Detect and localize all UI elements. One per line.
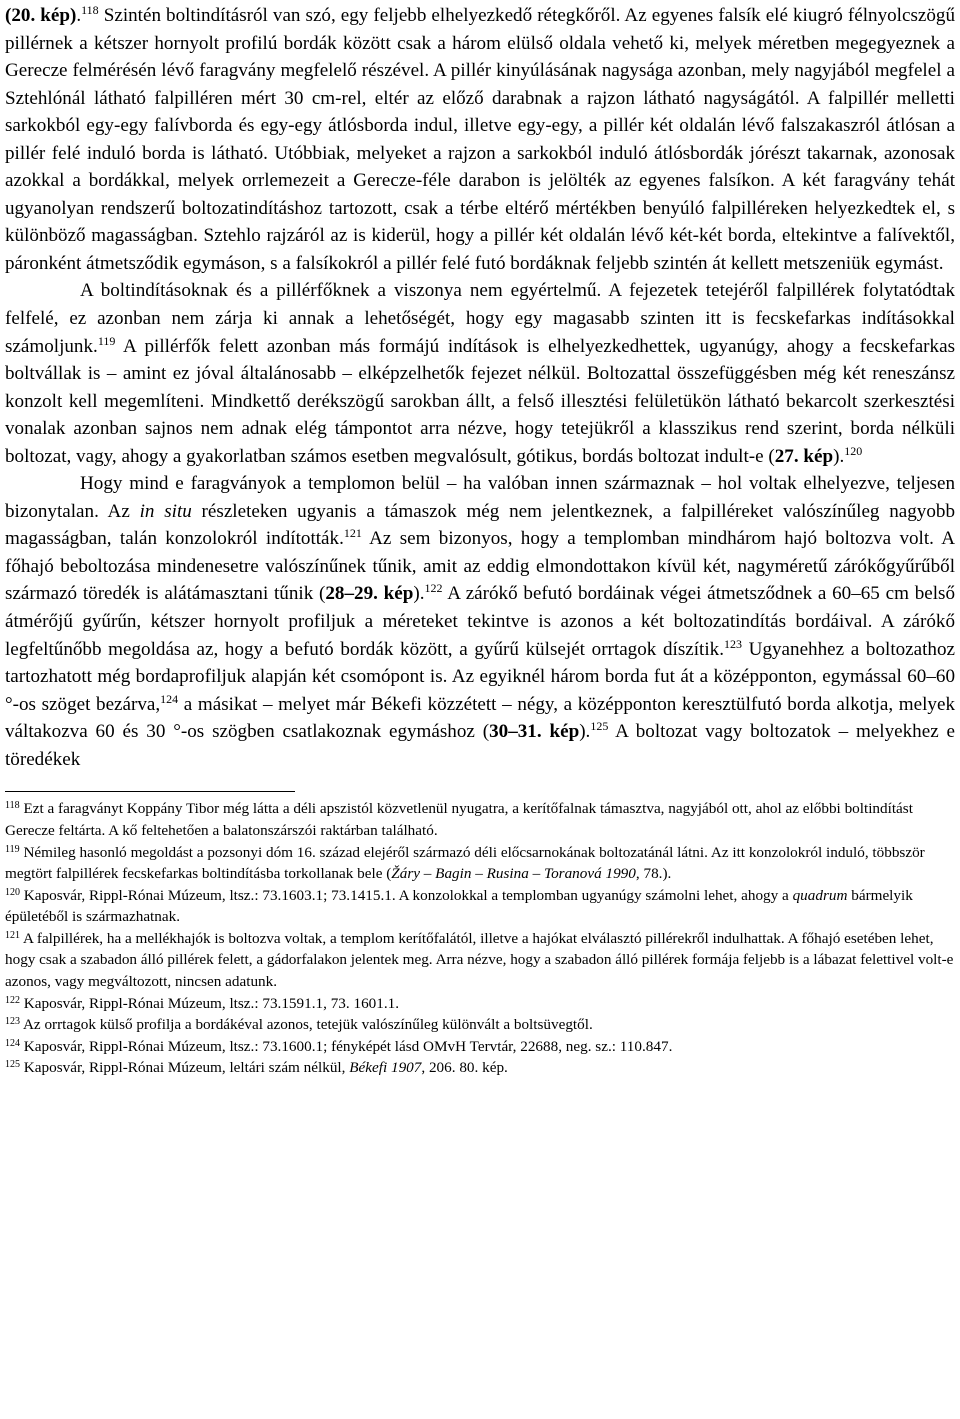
figure-ref: (20. kép) xyxy=(5,5,77,26)
footnote xyxy=(5,1057,955,1079)
footnote-ref: 120 xyxy=(844,443,863,458)
footnotes xyxy=(5,798,955,1079)
figure-ref: 27. kép xyxy=(774,445,834,467)
paragraph xyxy=(5,277,955,470)
footnote-ref: 122 xyxy=(424,581,443,596)
text-run: Kaposvár, Rippl-Rónai Múzeum, ltsz.: 73.1600.1; fényképét lásd OMvH Tervtár, 22688, neg. sz.: 110.847. xyxy=(20,1037,673,1055)
text-run: Hogy mind e faragványok a templomon belül – ha valóban innen származnak – hol voltak elhelyezve, teljesen bizonytalan. Az xyxy=(5,473,955,522)
footnote-ref: 121 xyxy=(343,526,362,541)
figure-ref: 30–31. kép xyxy=(489,721,580,743)
text-run: Kaposvár, Rippl-Rónai Múzeum, ltsz.: 73.1603.1; 73.1415.1. A konzolokkal a templomban ugyanúgy számolni lehet, ahogy a xyxy=(20,886,793,904)
footnote xyxy=(5,1014,955,1036)
text-run: Némileg hasonló megoldást a pozsonyi dóm 16. század elejéről származó déli előcsarnokának boltozatánál látni. Az itt konzolokról induló, többször megtört falpillérek fecskefarkas boltindításba torkollanak bele ( xyxy=(5,843,925,883)
footnote xyxy=(5,928,955,993)
text-run: Szintén boltindításról van szó, egy feljebb elhelyezkedő rétegkőről. Az egyenes falsík elé kiugró félnyolcszögű pillérnek a kétszer hornyolt profilú bordák között csak a három elülső oldala vehető ki, melyek méretben megegyeznek a Gerecze felmérésén lévő faragvány megfelelő részével. A pillér kinyúlásának nagysága azonban, mely nagyjából megfelel a Sztehlónál látható falpilléren mért 30 cm-rel, eltér az előző darabnak a rajzon látható nagyságától. A falpillér melletti sarkokból egy-egy falívborda és egy-egy átlósborda indul, illetve egy-egy, a pillér két oldalán lévő falszakaszról átlósan a pillér felé induló borda is látható. Utóbbiak, melyeket a rajzon a sarkokból induló átlósbordák jórészt takarnak, azonosak azokkal a bordákkal, melyek orrlemezeit a Gerecze-féle darabon is jelölték az egyenes falsíkon. A két faragvány tehát ugyanolyan rendszerű boltozatindításhoz tartozott, csak a térbe eltérő mértékben benyúló falpilléreken helyezkedtek el, s különböző magasságban. Sztehlo rajzáról az is kiderül, hogy a pillér két oldalán lévő két-két borda, eltekintve a falívektől, páronként átmetsződik egymáson, s a falsíkokról a pillér felé futó bordáknak feljebb szintén át kellett metszeniük egymást. xyxy=(5,5,955,274)
footnote xyxy=(5,1036,955,1058)
text-run: A falpillérek, ha a mellékhajók is boltozva voltak, a templom kerítőfalától, illetve a hajókat elválasztó pillérekről indulhattak. A főhajó esetében lehet, hogy csak a szabadon álló pillérek felett, a gádorfalakon jelentek meg. Arra nézve, hogy a szabadon álló pillérek formája feljebb is a lábazat felettivel volt-e azonos, vagy megváltozott, nincsen adatunk. xyxy=(5,929,954,991)
figure-ref: 28–29. kép xyxy=(325,583,414,605)
text-run: A pillérfők felett azonban más formájú indítások is elhelyezkedhettek, ugyanúgy, ahogy a fecskefarkas boltvállak is – amint ez jóval általánosabb – elképzelhetők fejezet nélkül. Boltozattal összefüggésben még két reneszánsz konzolt kell megemlíteni. Mindkettő derékszögű sarokban állt, a felső illesztési felületükön látható bekarcolt szerkesztési vonalak azonban sajnos nem adnak elég támpontot arra nézve, hogy tetejükről a klasszikus rend szerint, borda nélküli boltozat, vagy, ahogy a gyakorlatban számos esetben megvalósult, gótikus, bordás boltozat indult-e ( xyxy=(5,335,955,467)
footnote xyxy=(5,798,955,841)
italic-text: Békefi 1907 xyxy=(349,1059,422,1077)
footnote-ref: 122 xyxy=(5,994,20,1006)
text-run: Ezt a faragványt Koppány Tibor még látta a déli apszistól közvetlenül nyugatra, a kerítőfalnak támasztva, nagyjából ott, ahol az előbbi boltindítást Gerecze feltárta. A kő feltehetően a balatonszárszói raktárban található. xyxy=(5,800,913,839)
italic-text: Žáry – Bagin – Rusina – Toranová 1990 xyxy=(391,865,636,883)
footnote-ref: 118 xyxy=(5,800,20,812)
text-run: Ugyanehhez a boltozathoz tartozhatott még bordaprofiljuk alapján két csomópont is. Az egyiknél három borda fut át a középponton, egymással 60–60 °-os szöget bezárva, xyxy=(5,638,955,715)
italic-text: in situ xyxy=(139,500,192,522)
footnote xyxy=(5,842,955,885)
text-run: bármelyik épületéből is származhatnak. xyxy=(5,886,913,926)
text-run: ). xyxy=(413,583,425,605)
footnote xyxy=(5,885,955,928)
text-run: , 78.). xyxy=(635,865,672,883)
footnote-ref: 123 xyxy=(5,1016,20,1028)
footnote-ref: 125 xyxy=(590,719,609,734)
text-run: A boltozat vagy boltozatok – melyekhez e töredékek xyxy=(5,721,956,770)
text-run: A boltindításoknak és a pillérfőknek a viszonya nem egyértelmű. A fejezetek tetejéről falpillérek folytatódtak felfelé, ez azonban nem zárja ki annak a lehetőségét, hogy egy magasabb szinten itt is fecskefarkas indításokkal számoljunk. xyxy=(5,280,955,357)
italic-text: quadrum xyxy=(792,886,848,904)
footnote-ref: 125 xyxy=(5,1059,20,1071)
text-run: Az sem bizonyos, hogy a templomban mindhárom hajó boltozva volt. A főhajó beboltozása mindenesetre valószínűnek tűnik, amit az eddig elmondottakon kívül két, nagyméretű zárókőgyűrűből származó töredék is alátámasztani tűnik ( xyxy=(5,528,955,605)
text-run: Kaposvár, Rippl-Rónai Múzeum, leltári szám nélkül, xyxy=(20,1059,350,1077)
footnote-ref: 121 xyxy=(5,929,20,941)
footnote xyxy=(5,993,955,1015)
text-run: A zárókő befutó bordáinak végei átmetsződnek a 60–65 cm belső átmérőjű gyűrűn, kétszer hornyolt profiljuk a méreteket tekintve is azonos a két boltozatindítás bordáival. A zárókő legfeltűnőbb megoldása az, hogy a befutó bordák között, a gyűrű külsejét orrtagok díszítik. xyxy=(5,583,955,660)
text-run: részleteken ugyanis a támaszok még nem jelentkeznek, a falpilléreket valószínűleg nagyobb magasságban, talán konzolokról indították. xyxy=(5,500,955,550)
footnote-ref: 119 xyxy=(97,333,116,348)
footnote-ref: 124 xyxy=(5,1037,20,1049)
text-run: . xyxy=(76,5,82,26)
footnote-ref: 124 xyxy=(160,691,179,706)
footnote-ref: 123 xyxy=(724,636,742,651)
footnote-separator xyxy=(5,791,295,792)
footnote-ref: 118 xyxy=(81,3,99,17)
text-run: a másikat – melyet már Békefi közzétett – négy, a középponton keresztülfutó borda alkotja, melyek váltakozva 60 és 30 °-os szögben csatlakoznak egymáshoz ( xyxy=(5,693,955,743)
text-run: Kaposvár, Rippl-Rónai Múzeum, ltsz.: 73.1591.1, 73. 1601.1. xyxy=(20,994,400,1012)
paragraph xyxy=(5,2,955,277)
main-text xyxy=(5,2,955,773)
paragraph xyxy=(5,470,955,773)
text-run: ). xyxy=(579,721,591,743)
footnote-ref: 119 xyxy=(5,843,20,855)
text-run: ). xyxy=(833,445,845,467)
text-run: Az orrtagok külső profilja a bordákéval azonos, tetejük valószínűleg különvált a boltsüvegtől. xyxy=(20,1016,593,1034)
text-run: , 206. 80. kép. xyxy=(421,1059,508,1077)
footnote-ref: 120 xyxy=(5,886,20,898)
